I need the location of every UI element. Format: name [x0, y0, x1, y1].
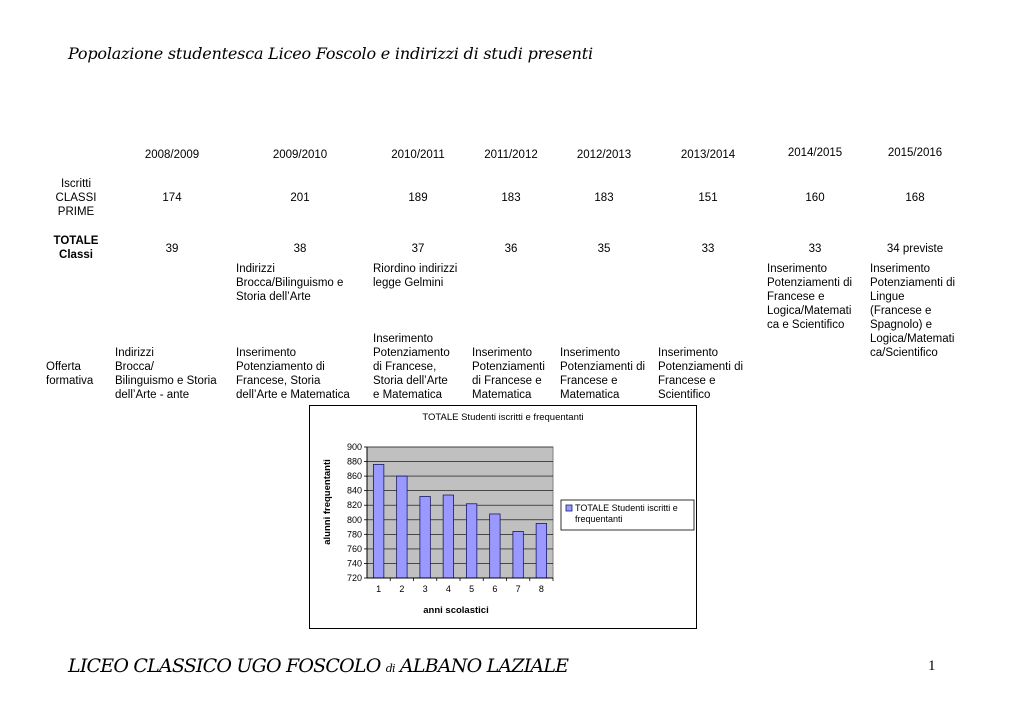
year-header: 2009/2010	[272, 149, 328, 161]
bar	[490, 514, 500, 578]
bar	[373, 464, 383, 578]
chart-title: TOTALE Studenti iscritti e frequentanti	[422, 412, 584, 423]
y-tick-label: 820	[346, 500, 362, 511]
bar	[397, 476, 407, 578]
iscritti-value: 183	[501, 192, 521, 204]
footer-name-part2: ALBANO LAZIALE	[394, 655, 569, 677]
y-tick-label: 840	[346, 485, 362, 496]
bar-chart	[310, 406, 696, 628]
totale-value: 36	[504, 243, 518, 255]
year-header: 2008/2009	[144, 149, 200, 161]
page-number: 1	[928, 658, 936, 674]
footer-school-name	[68, 655, 568, 677]
iscritti-value: 201	[290, 192, 310, 204]
offerta-2011-2012: Inserimento Potenziamenti di Francese e Matematica	[472, 347, 545, 401]
chart-frame	[309, 405, 697, 629]
x-tick-label: 4	[445, 584, 451, 594]
note-2014-2015: Inserimento Potenziamenti di Francese e Logica/Matemati ca e Scientifico	[767, 263, 853, 331]
x-tick-label: 1	[376, 584, 382, 594]
iscritti-value: 174	[162, 192, 182, 204]
y-tick-label: 860	[346, 471, 362, 482]
offerta-2013-2014: Inserimento Potenziamenti di Francese e Scientifico	[658, 347, 744, 401]
y-tick-label: 780	[346, 529, 362, 540]
y-axis-label: alunni frequentanti	[322, 459, 333, 545]
iscritti-value: 189	[408, 192, 428, 204]
y-tick-label: 760	[346, 543, 362, 554]
totale-value: 39	[165, 243, 179, 255]
x-tick-label: 6	[492, 584, 498, 594]
year-header: 2015/2016	[887, 147, 943, 159]
totale-value: 38	[293, 243, 307, 255]
year-header: 2010/2011	[391, 149, 445, 161]
x-tick-label: 2	[399, 584, 405, 594]
year-header: 2012/2013	[576, 149, 632, 161]
y-tick-label: 900	[346, 442, 362, 452]
iscritti-value: 183	[594, 192, 614, 204]
totale-value: 33	[701, 243, 715, 255]
year-header: 2014/2015	[787, 147, 843, 159]
iscritti-value: 160	[805, 192, 825, 204]
note-2015-2016: Inserimento Potenziamenti di Lingue (Francese e Spagnolo) e Logica/Matemati ca/Scientifico	[870, 263, 956, 359]
y-tick-label: 720	[346, 573, 362, 583]
bar	[513, 531, 523, 578]
x-tick-label: 3	[422, 584, 428, 594]
totale-value: 35	[597, 243, 611, 255]
totale-value: 33	[808, 243, 822, 255]
legend-swatch	[566, 505, 572, 511]
x-tick-label: 5	[469, 584, 475, 594]
offerta-2009-2010: Inserimento Potenziamento di Francese, Storia dell’Arte e Matematica	[236, 347, 350, 401]
note-2009-2010: Indirizzi Brocca/Bilinguismo e Storia dell’Arte	[236, 263, 344, 303]
bar	[466, 504, 476, 578]
row-label-totale: TOTALE Classi	[53, 235, 99, 261]
offerta-2012-2013: Inserimento Potenziamenti di Francese e Matematica	[560, 347, 646, 401]
page-title: Popolazione studentesca Liceo Foscolo e indirizzi di studi presenti	[68, 44, 593, 63]
year-header: 2011/2012	[484, 149, 538, 161]
x-tick-label: 7	[515, 584, 521, 594]
x-axis-label: anni scolastici	[423, 605, 489, 616]
totale-value: 34 previste	[886, 243, 944, 255]
iscritti-value: 151	[698, 192, 718, 204]
year-header: 2013/2014	[680, 149, 736, 161]
offerta-2008-2009: Indirizzi Brocca/ Bilinguismo e Storia dell’Arte - ante	[115, 347, 217, 401]
footer-di: di	[385, 662, 395, 675]
bar	[536, 523, 546, 578]
x-tick-label: 8	[538, 584, 544, 594]
totale-value: 37	[411, 243, 425, 255]
y-tick-label: 800	[346, 514, 362, 525]
row-label-offerta: Offerta formativa	[46, 361, 94, 387]
footer-name-part1: LICEO CLASSICO UGO FOSCOLO	[68, 655, 386, 677]
y-tick-label: 880	[346, 456, 362, 467]
legend-label: TOTALE Studenti iscritti e frequentanti	[575, 503, 678, 524]
row-label-iscritti: Iscritti CLASSI PRIME	[55, 178, 97, 218]
y-tick-label: 740	[346, 558, 362, 569]
offerta-2010-2011: Inserimento Potenziamento di Francese, Storia dell’Arte e Matematica	[373, 333, 450, 401]
note-2010-2011: Riordino indirizzi legge Gelmini	[373, 263, 458, 289]
plot-area	[367, 447, 553, 578]
iscritti-value: 168	[905, 192, 925, 204]
bar	[443, 495, 453, 578]
bar	[420, 496, 430, 578]
